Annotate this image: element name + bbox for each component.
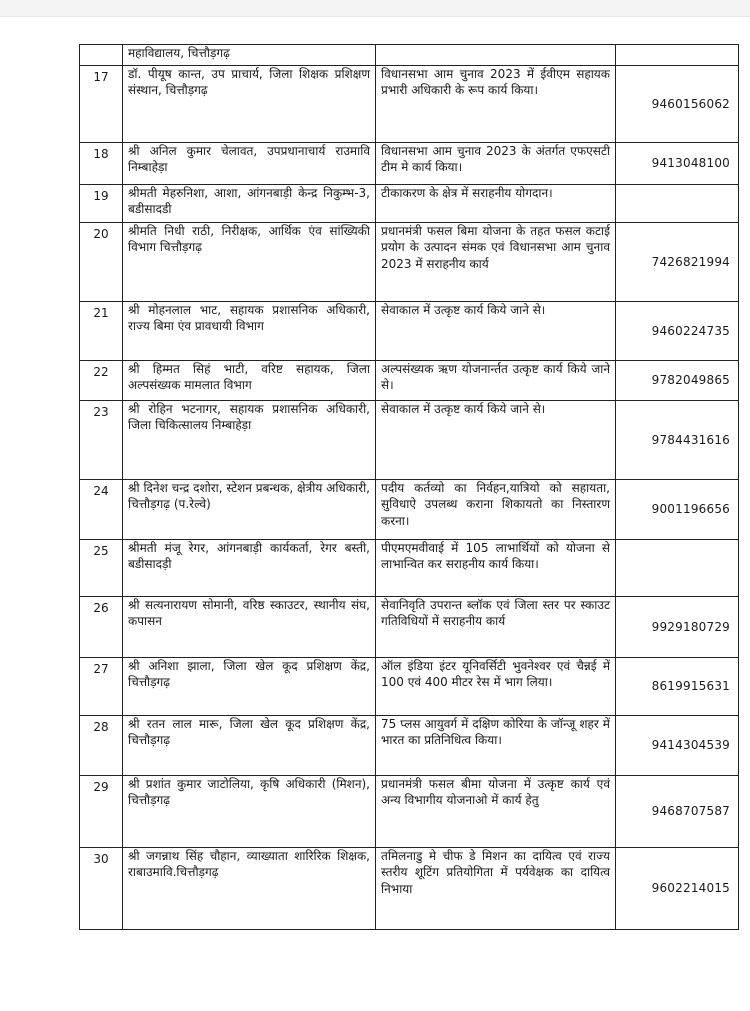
table-row [80,597,739,658]
work-description-cell: पीएमएमवीवाई में 105 लाभार्थियों को योजना से लाभान्वित कर सराहनीय कार्य किया। [376,540,616,597]
work-description-cell: तमिलनाडु मे चीफ डे मिशन का दायित्व एवं राज्य स्तरीय शूटिंग प्रतियोगिता में पर्यवेक्षक का दायित्व निभाया [376,848,616,930]
phone-number-cell [616,185,739,223]
phone-number-cell [616,540,739,597]
serial-number-cell: 18 [80,143,123,185]
work-description-cell: विधानसभा आम चुनाव 2023 में ईवीएम सहायक प्रभारी अधिकारी के रूप कार्य किया। [376,66,616,143]
table-row [80,848,739,930]
serial-number-cell: 23 [80,401,123,480]
name-designation-cell: श्री सत्यनारायण सोमानी, वरिष्ठ स्काउटर, स्थानीय संघ, कपासन [123,597,376,658]
page-top-edge [0,0,750,17]
name-designation-cell: श्रीमती मंजू रेगर, आंगनबाड़ी कार्यकर्ता, रेगर बस्ती, बडीसादड़ी [123,540,376,597]
name-designation-cell: श्रीमति निधी राठी, निरीक्षक, आर्थिक एंव सांख्यिकी विभाग चित्तौड़गढ़ [123,223,376,302]
table-row [80,540,739,597]
name-designation-cell: श्री प्रशांत कुमार जाटोलिया, कृषि अधिकारी (मिशन), चित्तौड़गढ़ [123,776,376,848]
table-row [80,401,739,480]
phone-number-cell: 9784431616 [616,401,739,480]
phone-number-cell: 9413048100 [616,143,739,185]
name-designation-cell: श्री मोहनलाल भाट, सहायक प्रशासनिक अधिकारी, राज्य बिमा एंव प्रावधायी विभाग [123,302,376,361]
work-description-cell: सेवानिवृति उपरान्त ब्लॉक एवं जिला स्तर पर स्काउट गतिविधियों में सराहनीय कार्य [376,597,616,658]
table-row [80,716,739,776]
work-description-cell [376,45,616,66]
serial-number-cell: 30 [80,848,123,930]
phone-number-cell [616,45,739,66]
work-description-cell: सेवाकाल में उत्कृष्ट कार्य किये जाने से। [376,302,616,361]
name-designation-cell: श्री रोहिन भटनागर, सहायक प्रशासनिक अधिकारी, जिला चिकित्सालय निम्बाहेड़ा [123,401,376,480]
phone-number-cell: 7426821994 [616,223,739,302]
work-description-cell: विधानसभा आम चुनाव 2023 के अंतर्गत एफएसटी टीम मे कार्य किया। [376,143,616,185]
serial-number-cell: 17 [80,66,123,143]
serial-number-cell: 22 [80,361,123,401]
table-row [80,185,739,223]
name-designation-cell: श्री अनिल कुमार चेलावत, उपप्रधानाचार्य राउमावि निम्बाहेड़ा [123,143,376,185]
name-designation-cell: महाविद्यालय, चित्तौड़गढ़ [123,45,376,66]
work-description-cell: पदीय कर्तव्यो का निर्वहन,यात्रियो को सहायता, सुविधाऐ उपलब्ध कराना शिकायतो का निस्तारण करना। [376,480,616,540]
work-description-cell: सेवाकाल में उत्कृष्ट कार्य किये जाने से। [376,401,616,480]
table-row [80,776,739,848]
phone-number-cell: 9414304539 [616,716,739,776]
work-description-cell: अल्पसंख्यक ऋण योजनार्न्तत उत्कृष्ट कार्य किये जाने से। [376,361,616,401]
serial-number-cell: 21 [80,302,123,361]
serial-number-cell: 25 [80,540,123,597]
work-description-cell: प्रधानमंत्री फसल बिमा योजना के तहत फसल कटाई प्रयोग के उत्पादन संमक एवं विधानसभा आम चुनाव 2023 में सराहनीय कार्य [376,223,616,302]
name-designation-cell: श्री दिनेश चन्द्र दशोरा, स्टेशन प्रबन्धक, क्षेत्रीय अधिकारी, चित्तौड़गढ़ (प.रेल्वे) [123,480,376,540]
serial-number-cell: 20 [80,223,123,302]
phone-number-cell: 9782049865 [616,361,739,401]
name-designation-cell: श्री हिम्मत सिहं भाटी, वरिष्ट सहायक, जिला अल्पसंख्यक मामलात विभाग [123,361,376,401]
serial-number-cell [80,45,123,66]
serial-number-cell: 19 [80,185,123,223]
phone-number-cell: 9460156062 [616,66,739,143]
name-designation-cell: श्री जगन्नाथ सिंह चौहान, व्याख्याता शारिरिक शिक्षक, राबाउमावि.चित्तौड़गढ़ [123,848,376,930]
work-description-cell: प्रधानमंत्री फसल बीमा योजना में उत्कृष्ट कार्य एवं अन्य विभागीय योजनाओ में कार्य हेतु [376,776,616,848]
table-row [80,143,739,185]
phone-number-cell: 9001196656 [616,480,739,540]
phone-number-cell: 9468707587 [616,776,739,848]
table-row [80,480,739,540]
name-designation-cell: श्री अनिशा झाला, जिला खेल कूद प्रशिक्षण केंद्र, चित्तौड़गढ़ [123,658,376,716]
phone-number-cell: 9460224735 [616,302,739,361]
work-description-cell: 75 प्लस आयुवर्ग में दक्षिण कोरिया के जॉन्जू शहर में भारत का प्रतिनिधित्व किया। [376,716,616,776]
table-row [80,658,739,716]
name-designation-cell: डॉ. पीयूष कान्त, उप प्राचार्य, जिला शिक्षक प्रशिक्षण संस्थान, चित्तौड़गढ़ [123,66,376,143]
serial-number-cell: 24 [80,480,123,540]
awardees-table [79,44,739,930]
serial-number-cell: 29 [80,776,123,848]
serial-number-cell: 27 [80,658,123,716]
name-designation-cell: श्रीमती मेहरुनिशा, आशा, आंगनबाड़ी केन्द्र निकुम्भ-3, बडीसादडी [123,185,376,223]
table-row [80,223,739,302]
table-row [80,45,739,66]
work-description-cell: टीकाकरण के क्षेत्र में सराहनीय योगदान। [376,185,616,223]
serial-number-cell: 28 [80,716,123,776]
phone-number-cell: 9602214015 [616,848,739,930]
table-row [80,66,739,143]
phone-number-cell: 9929180729 [616,597,739,658]
table-row [80,361,739,401]
work-description-cell: ऑल इंडिया इंटर यूनिवर्सिटी भुवनेश्वर एवं चैन्नई में 100 एवं 400 मीटर रेस में भाग लिया। [376,658,616,716]
phone-number-cell: 8619915631 [616,658,739,716]
serial-number-cell: 26 [80,597,123,658]
table-row [80,302,739,361]
name-designation-cell: श्री रतन लाल मारू, जिला खेल कूद प्रशिक्षण केंद्र, चित्तौड़गढ़ [123,716,376,776]
